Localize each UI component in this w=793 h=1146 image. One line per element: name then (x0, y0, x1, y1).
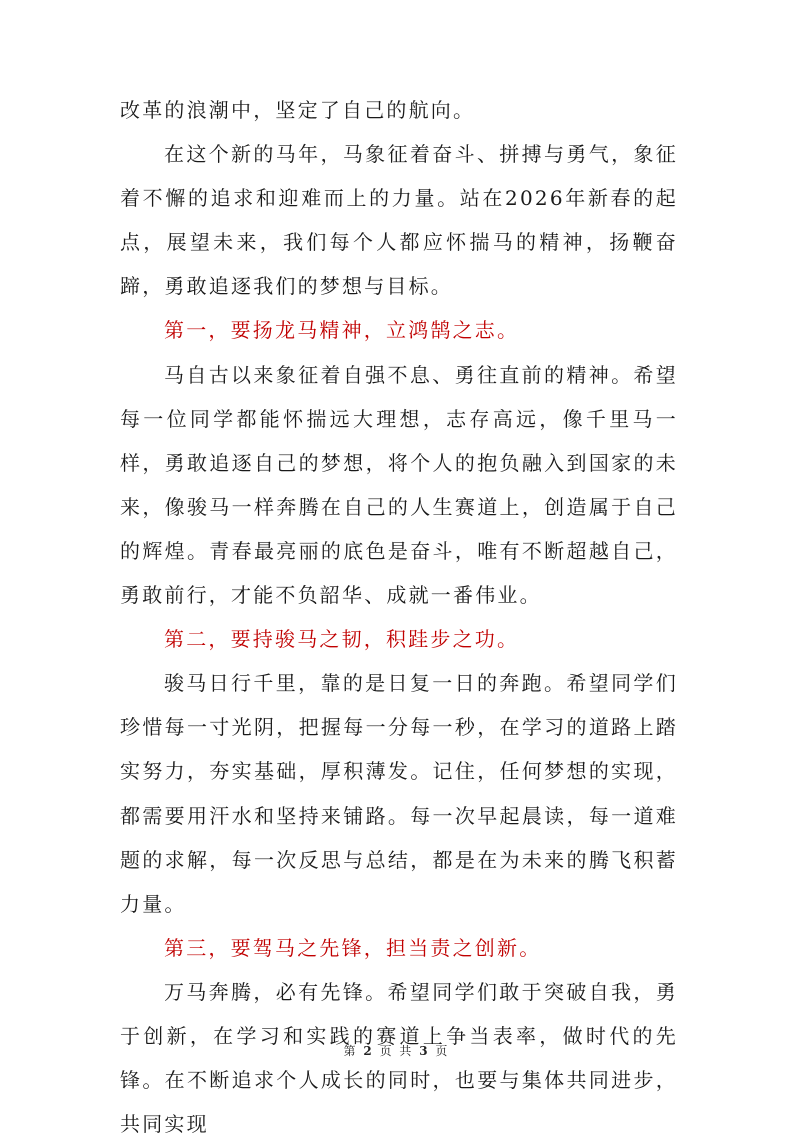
footer-suffix: 页 (435, 1044, 450, 1058)
footer-prefix: 第 (343, 1044, 358, 1058)
paragraph-section-3: 万马奔腾，必有先锋。希望同学们敢于突破自我，勇于创新，在学习和实践的赛道上争当表率，做时代的先锋。在不断追求个人成长的同时，也要与集体共同进步，共同实现 (120, 979, 678, 1137)
total-pages-number: 3 (419, 1044, 430, 1058)
paragraph-section-1: 马自古以来象征着自强不息、勇往直前的精神。希望每一位同学都能怀揣远大理想，志存高远，像千里马一样，勇敢追逐自己的梦想，将个人的抱负融入到国家的未来，像骏马一样奔腾在自己的人生赛道上，创造属于自己的辉煌。青春最亮丽的底色是奋斗，唯有不断超越自己，勇敢前行，才能不负韶华、成就一番伟业。 (120, 362, 678, 608)
page-footer (0, 1042, 793, 1059)
section-heading-2: 第二，要持骏马之韧，积跬步之功。 (164, 627, 520, 652)
paragraph-intro: 在这个新的马年，马象征着奋斗、拼搏与勇气，象征着不懈的追求和迎难而上的力量。站在2026年新春的起点，展望未来，我们每个人都应怀揣马的精神，扬鞭奋蹄，勇敢追逐我们的梦想与目标。 (120, 142, 678, 299)
section-heading-3: 第三，要驾马之先锋，担当责之创新。 (164, 935, 542, 960)
current-page-number: 2 (363, 1044, 374, 1058)
paragraph-continuation: 改革的浪潮中，坚定了自己的航向。 (120, 98, 476, 122)
footer-middle: 页 共 (379, 1044, 414, 1058)
document-body (120, 88, 678, 1146)
section-heading-1: 第一，要扬龙马精神，立鸿鹄之志。 (164, 318, 520, 343)
paragraph-section-2: 骏马日行千里，靠的是日复一日的奔跑。希望同学们珍惜每一寸光阴，把握每一分每一秒，在学习的道路上踏实努力，夯实基础，厚积薄发。记住，任何梦想的实现，都需要用汗水和坚持来铺路。每一次早起晨读，每一道难题的求解，每一次反思与总结，都是在为未来的腾飞积蓄力量。 (120, 671, 678, 916)
